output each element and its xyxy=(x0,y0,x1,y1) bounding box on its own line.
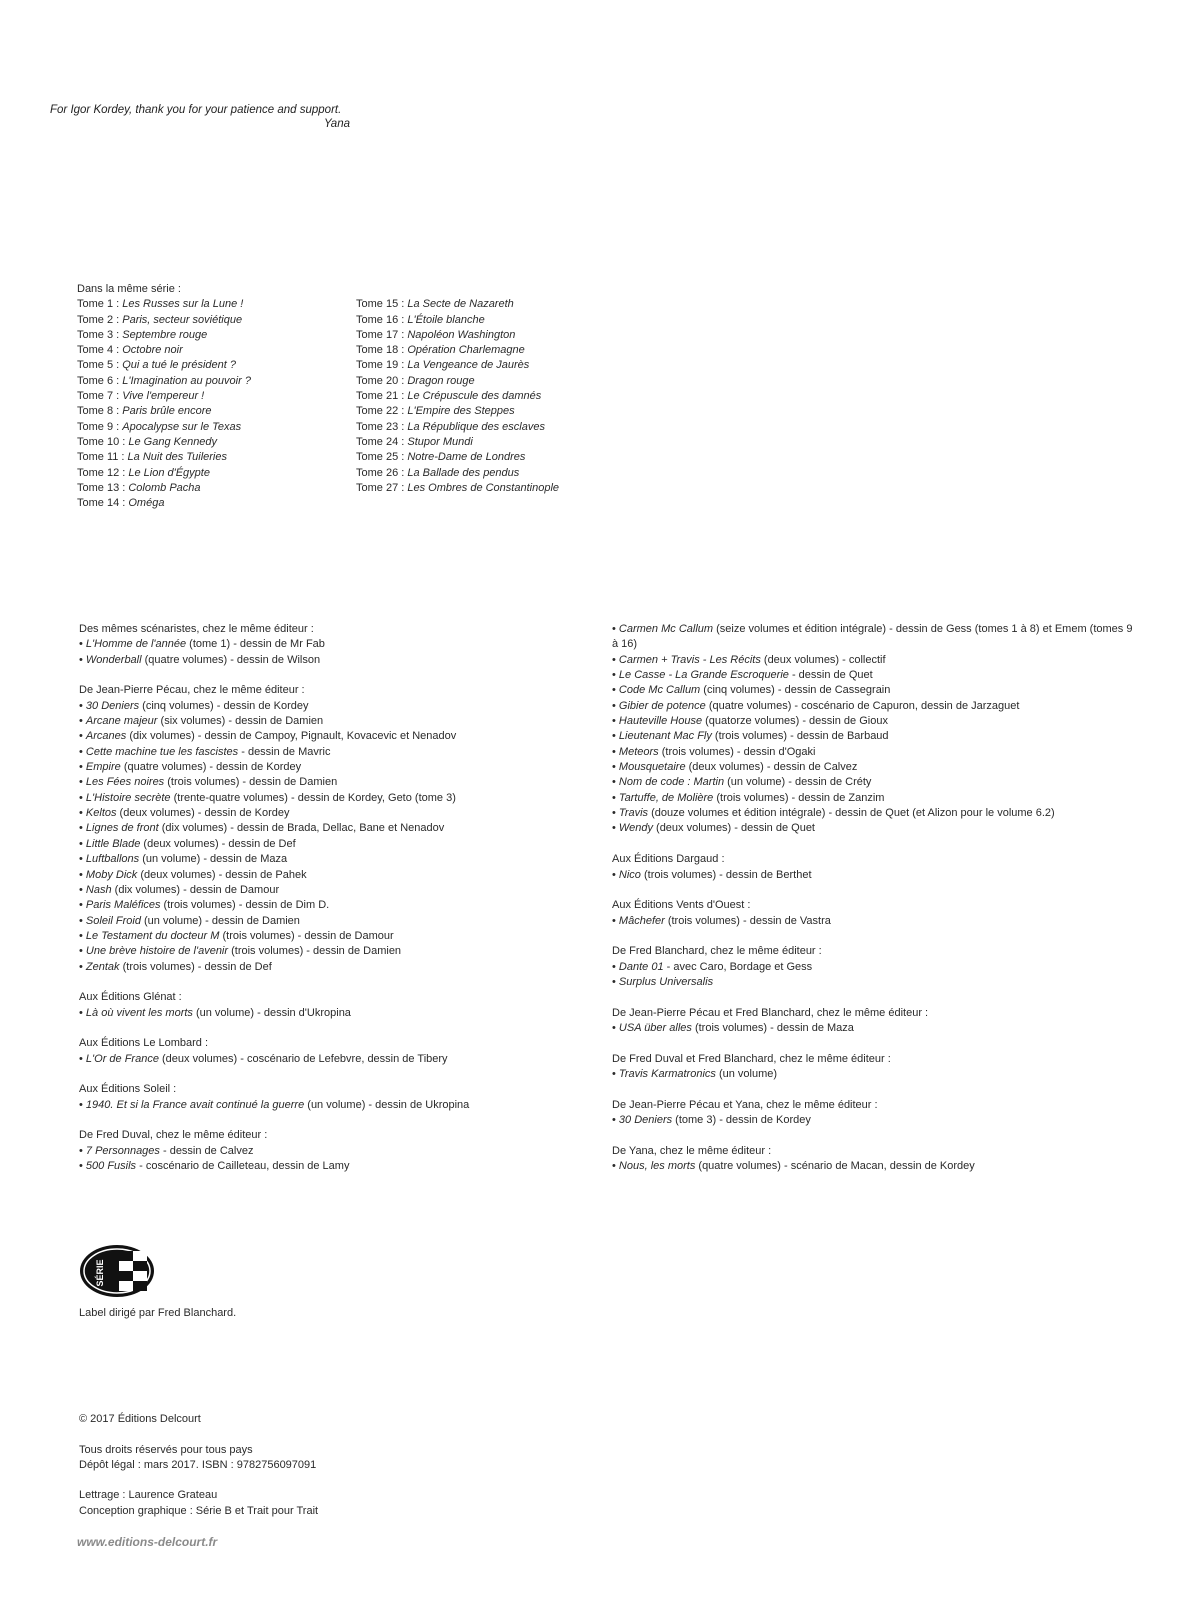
item-title: USA über alles xyxy=(618,1021,692,1034)
tome-title: La République des esclaves xyxy=(407,420,545,433)
bibliography-item: • Carmen + Travis - Les Récits (deux volumes) - collectif xyxy=(612,653,886,666)
group-heading: De Jean-Pierre Pécau, chez le même éditeur : xyxy=(79,684,305,697)
bibliography-item: • 30 Deniers (tome 3) - dessin de Kordey xyxy=(612,1114,811,1126)
tome-number: Tome 24 : xyxy=(356,435,408,448)
item-title: Hauteville House xyxy=(618,715,703,728)
tome-number: Tome 13 : xyxy=(77,481,129,494)
item-title: Cette machine tue les fascistes xyxy=(85,745,239,758)
item-title: Carmen + Travis - Les Récits xyxy=(618,653,761,666)
bibliography-item: • Tartuffe, de Molière (trois volumes) - dessin de Zanzim xyxy=(612,791,885,804)
tome-title: Septembre rouge xyxy=(122,328,208,341)
colophon xyxy=(79,1412,318,1519)
tome-number: Tome 22 : xyxy=(356,405,408,418)
item-title: Luftballons xyxy=(85,853,140,866)
series-tome xyxy=(77,328,347,343)
bibliography-item: • Lignes de front (dix volumes) - dessin de Brada, Dellac, Bane et Nenadov xyxy=(79,822,445,835)
item-details: (un volume) - dessin d'Ukropina xyxy=(192,1006,351,1019)
bibliography-group xyxy=(612,852,1137,883)
item-details: - coscénario de Cailleteau, dessin de Lamy xyxy=(136,1160,350,1173)
series-list xyxy=(77,282,560,510)
item-title: Wendy xyxy=(618,822,653,835)
bibliography-item: • Nous, les morts (quatre volumes) - scénario de Macan, dessin de Kordey xyxy=(612,1160,975,1173)
item-details: (trente-quatre volumes) - dessin de Kordey, Geto (tome 3) xyxy=(170,791,456,804)
bibliography-item: • Une brève histoire de l'avenir (trois volumes) - dessin de Damien xyxy=(79,945,402,958)
item-title: 30 Deniers xyxy=(85,699,140,712)
tome-number: Tome 18 : xyxy=(356,344,408,357)
bibliography-group xyxy=(79,1036,569,1067)
bibliography-item: • Nom de code : Martin (un volume) - dessin de Créty xyxy=(612,776,872,789)
tome-title: La Ballade des pendus xyxy=(407,466,520,479)
item-title: Tartuffe, de Molière xyxy=(618,791,714,804)
tome-title: Napoléon Washington xyxy=(407,328,516,341)
tome-number: Tome 10 : xyxy=(77,435,129,448)
tome-title: Stupor Mundi xyxy=(407,435,473,448)
tome-title: Paris brûle encore xyxy=(122,405,212,418)
tome-number: Tome 21 : xyxy=(356,390,408,403)
item-details: (dix volumes) - dessin de Brada, Dellac, Bane et Nenadov xyxy=(158,822,445,835)
item-title: Gibier de potence xyxy=(618,699,706,712)
group-heading: De Fred Blanchard, chez le même éditeur : xyxy=(612,945,822,958)
item-details: - dessin de Calvez xyxy=(159,1144,254,1157)
tome-title: La Vengeance de Jaurès xyxy=(407,359,530,372)
item-details: (trois volumes) - dessin de Damour xyxy=(219,929,394,942)
series-heading: Dans la même série : xyxy=(77,283,181,295)
bibliography-item: • L'Homme de l'année (tome 1) - dessin de Mr Fab xyxy=(79,638,325,651)
series-tome xyxy=(356,358,616,373)
item-title: Meteors xyxy=(618,745,659,758)
item-details: (deux volumes) - dessin de Def xyxy=(140,837,296,850)
tome-title: Les Ombres de Constantinople xyxy=(407,481,560,494)
series-tome xyxy=(356,343,616,358)
bibliography-item: • Moby Dick (deux volumes) - dessin de Pahek xyxy=(79,868,307,881)
tome-number: Tome 4 : xyxy=(77,344,123,357)
tome-number: Tome 3 : xyxy=(77,328,123,341)
bibliography-group xyxy=(79,1128,569,1174)
tome-number: Tome 9 : xyxy=(77,420,123,433)
tome-title: L'Empire des Steppes xyxy=(407,405,515,418)
tome-title: Le Crépuscule des damnés xyxy=(407,390,542,403)
series-tome xyxy=(77,481,347,496)
item-details: (un volume) - dessin de Créty xyxy=(724,776,872,789)
item-title: 30 Deniers xyxy=(618,1114,673,1126)
bibliography-item: • Dante 01 - avec Caro, Bordage et Gess xyxy=(612,960,813,973)
tome-number: Tome 11 : xyxy=(77,451,128,464)
bibliography-item: • Zentak (trois volumes) - dessin de Def xyxy=(79,960,272,973)
tome-title: Qui a tué le président ? xyxy=(122,359,236,372)
logo-serie-text: SÉRIE xyxy=(95,1259,105,1287)
item-details: (tome 3) - dessin de Kordey xyxy=(672,1114,811,1126)
tome-number: Tome 20 : xyxy=(356,374,408,387)
item-details: (deux volumes) - coscénario de Lefebvre, dessin de Tibery xyxy=(158,1052,448,1065)
tome-title: L'Imagination au pouvoir ? xyxy=(122,374,251,387)
series-tome xyxy=(356,420,616,435)
series-column-2 xyxy=(356,297,616,496)
item-details: (quatre volumes) - scénario de Macan, dessin de Kordey xyxy=(695,1160,975,1173)
item-details: (un volume) - dessin de Ukropina xyxy=(304,1098,470,1111)
item-title: Travis xyxy=(618,807,649,820)
item-details: (trois volumes) - dessin de Def xyxy=(119,960,272,973)
bibliography-item: • Gibier de potence (quatre volumes) - coscénario de Capuron, dessin de Jarzaguet xyxy=(612,699,1020,712)
item-details: (quatre volumes) - coscénario de Capuron, dessin de Jarzaguet xyxy=(705,699,1020,712)
tome-title: Le Lion d'Égypte xyxy=(128,466,210,479)
item-details: (cinq volumes) - dessin de Kordey xyxy=(139,699,309,712)
item-title: Travis Karmatronics xyxy=(618,1067,716,1080)
bibliography-group xyxy=(612,1144,1137,1175)
series-tome xyxy=(356,328,616,343)
bibliography-group xyxy=(612,1052,1137,1083)
bibliography-item: • Travis Karmatronics (un volume) xyxy=(612,1067,778,1080)
group-heading: De Yana, chez le même éditeur : xyxy=(612,1144,772,1157)
tome-title: Colomb Pacha xyxy=(128,481,201,494)
item-title: 500 Fusils xyxy=(85,1160,137,1173)
series-tome xyxy=(356,313,616,328)
item-title: Mâchefer xyxy=(618,914,665,927)
group-heading: Des mêmes scénaristes, chez le même éditeur : xyxy=(79,623,314,635)
item-title: Paris Maléfices xyxy=(85,899,161,912)
item-title: L'Homme de l'année xyxy=(85,638,187,651)
series-tome xyxy=(356,466,616,481)
tome-number: Tome 6 : xyxy=(77,374,123,387)
series-tome xyxy=(77,343,347,358)
series-tome xyxy=(77,420,347,435)
item-title: Une brève histoire de l'avenir xyxy=(85,945,229,958)
tome-number: Tome 25 : xyxy=(356,451,408,464)
item-title: 1940. Et si la France avait continué la guerre xyxy=(85,1098,305,1111)
bibliography-item: • L'Or de France (deux volumes) - coscénario de Lefebvre, dessin de Tibery xyxy=(79,1052,448,1065)
item-title: Wonderball xyxy=(85,653,142,666)
item-details: (un volume) - dessin de Maza xyxy=(139,853,288,866)
series-tome xyxy=(77,358,347,373)
tome-title: La Secte de Nazareth xyxy=(407,298,514,311)
group-heading: De Fred Duval, chez le même éditeur : xyxy=(79,1129,268,1142)
tome-title: Paris, secteur soviétique xyxy=(122,313,243,326)
bibliography-item: • 500 Fusils - coscénario de Cailleteau, dessin de Lamy xyxy=(79,1160,350,1173)
series-tome xyxy=(77,466,347,481)
series-tome xyxy=(356,297,616,312)
item-details: (deux volumes) - dessin de Quet xyxy=(652,822,815,835)
item-title: Mousquetaire xyxy=(618,761,686,774)
bibliography-group xyxy=(612,944,1137,990)
series-tome xyxy=(77,496,347,511)
bibliography-item: • 1940. Et si la France avait continué la guerre (un volume) - dessin de Ukropina xyxy=(79,1098,470,1111)
item-title: Moby Dick xyxy=(85,868,138,881)
series-tome xyxy=(77,404,347,419)
item-title: L'Or de France xyxy=(85,1052,159,1065)
tome-title: Opération Charlemagne xyxy=(407,344,525,357)
item-details: (deux volumes) - collectif xyxy=(760,653,886,666)
item-details: (trois volumes) - dessin de Zanzim xyxy=(713,791,885,804)
group-heading: De Jean-Pierre Pécau et Fred Blanchard, chez le même éditeur : xyxy=(612,1006,929,1019)
bibliography-item: • Mâchefer (trois volumes) - dessin de Vastra xyxy=(612,914,831,927)
series-tome xyxy=(77,435,347,450)
bibliography-item: • Les Fées noires (trois volumes) - dessin de Damien xyxy=(79,776,338,789)
bibliography-item: • Lieutenant Mac Fly (trois volumes) - dessin de Barbaud xyxy=(612,730,889,743)
series-tome xyxy=(356,450,616,465)
item-details: (quatorze volumes) - dessin de Gioux xyxy=(702,715,888,728)
tome-title: La Nuit des Tuileries xyxy=(127,451,227,464)
website-link[interactable]: www.editions-delcourt.fr xyxy=(77,1535,218,1549)
tome-title: Vive l'empereur ! xyxy=(122,390,205,403)
item-details: (dix volumes) - dessin de Campoy, Pignault, Kovacevic et Nenadov xyxy=(126,730,457,743)
item-title: Empire xyxy=(85,761,121,774)
item-title: L'Histoire secrète xyxy=(85,791,171,804)
bibliography-group xyxy=(612,1098,1137,1129)
bibliography-item: • Wendy (deux volumes) - dessin de Quet xyxy=(612,822,815,835)
tome-title: Dragon rouge xyxy=(407,374,475,387)
bibliography-group xyxy=(79,990,569,1021)
item-details: - avec Caro, Bordage et Gess xyxy=(663,960,813,973)
item-details: (six volumes) - dessin de Damien xyxy=(157,715,324,728)
dedication xyxy=(50,103,360,131)
dedication-signature: Yana xyxy=(323,118,350,130)
item-details: (seize volumes et édition intégrale) - dessin de Gess (tomes 1 à 8) et Emem (tomes 9 à 16) xyxy=(612,623,1133,651)
bibliography-item: • Carmen Mc Callum (seize volumes et édition intégrale) - dessin de Gess (tomes 1 à 8) et Emem (tomes 9 à 16) xyxy=(612,623,1133,651)
series-tome xyxy=(356,481,616,496)
bibliography-group xyxy=(612,898,1137,929)
item-details: (trois volumes) - dessin de Maza xyxy=(691,1021,854,1034)
bibliography-item: • Wonderball (quatre volumes) - dessin de Wilson xyxy=(79,653,321,666)
tome-title: Octobre noir xyxy=(122,344,183,357)
item-title: Nash xyxy=(85,883,112,896)
tome-number: Tome 15 : xyxy=(356,298,408,311)
item-title: Nico xyxy=(618,868,641,881)
item-title: Arcanes xyxy=(85,730,127,743)
bibliography-item: • Arcanes (dix volumes) - dessin de Campoy, Pignault, Kovacevic et Nenadov xyxy=(79,730,457,743)
bibliography-item: • Là où vivent les morts (un volume) - dessin d'Ukropina xyxy=(79,1006,351,1019)
item-title: Code Mc Callum xyxy=(618,684,701,697)
item-title: Surplus Universalis xyxy=(618,975,714,988)
series-tome xyxy=(356,389,616,404)
bibliography-item: • Paris Maléfices (trois volumes) - dessin de Dim D. xyxy=(79,899,330,912)
bibliography-item: • Travis (douze volumes et édition intégrale) - dessin de Quet (et Alizon pour le volume 6.2) xyxy=(612,807,1055,820)
rights-line: Tous droits réservés pour tous pays xyxy=(79,1443,253,1456)
bibliography-item: • 7 Personnages - dessin de Calvez xyxy=(79,1144,254,1157)
serie-b-logo xyxy=(78,1243,156,1299)
tome-number: Tome 27 : xyxy=(356,481,408,494)
item-title: Soleil Froid xyxy=(85,914,141,927)
item-details: (un volume) - dessin de Damien xyxy=(140,914,300,927)
bibliography-item: • Soleil Froid (un volume) - dessin de Damien xyxy=(79,914,300,927)
conception-line: Conception graphique : Série B et Trait pour Trait xyxy=(79,1504,319,1517)
tome-number: Tome 7 : xyxy=(77,390,123,403)
bibliography-item: • Surplus Universalis xyxy=(612,975,714,988)
tome-number: Tome 2 : xyxy=(77,313,123,326)
item-details: (douze volumes et édition intégrale) - dessin de Quet (et Alizon pour le volume 6.2) xyxy=(648,807,1055,820)
bibliography-group xyxy=(79,622,569,668)
tome-title: Les Russes sur la Lune ! xyxy=(122,298,244,311)
series-tome xyxy=(77,389,347,404)
label-line: Label dirigé par Fred Blanchard. xyxy=(79,1307,237,1319)
item-title: Zentak xyxy=(85,960,120,973)
tome-number: Tome 1 : xyxy=(77,298,123,311)
item-title: Lignes de front xyxy=(85,822,159,835)
tome-number: Tome 23 : xyxy=(356,420,408,433)
bibliography-item: • Little Blade (deux volumes) - dessin de Def xyxy=(79,837,296,850)
bibliography-item: • Keltos (deux volumes) - dessin de Kordey xyxy=(79,807,290,820)
group-heading: De Fred Duval et Fred Blanchard, chez le même éditeur : xyxy=(612,1052,891,1065)
item-details: (quatre volumes) - dessin de Wilson xyxy=(141,653,321,666)
tome-number: Tome 8 : xyxy=(77,405,123,418)
tome-number: Tome 14 : xyxy=(77,497,129,510)
group-heading: Aux Éditions Soleil : xyxy=(79,1083,177,1096)
item-title: Little Blade xyxy=(85,837,141,850)
item-details: (trois volumes) - dessin de Dim D. xyxy=(160,899,330,912)
item-details: (trois volumes) - dessin de Vastra xyxy=(664,914,831,927)
bibliography-group xyxy=(612,622,1137,837)
item-details: - dessin de Mavric xyxy=(238,745,331,758)
item-title: Nous, les morts xyxy=(618,1160,696,1173)
serie-b-logo-icon xyxy=(78,1243,156,1299)
tome-number: Tome 12 : xyxy=(77,466,129,479)
series-tome xyxy=(356,374,616,389)
series-tome xyxy=(356,404,616,419)
bibliography-group xyxy=(79,683,569,975)
group-heading: Aux Éditions Vents d'Ouest : xyxy=(612,899,751,912)
tome-title: Notre-Dame de Londres xyxy=(407,451,526,464)
tome-title: Le Gang Kennedy xyxy=(128,435,218,448)
bibliography-right xyxy=(612,622,1137,1190)
series-tome xyxy=(77,313,347,328)
item-details: (un volume) xyxy=(715,1067,778,1080)
lettrage-line: Lettrage : Laurence Grateau xyxy=(79,1489,218,1502)
group-heading: Aux Éditions Dargaud : xyxy=(612,853,725,866)
bibliography-item: • Empire (quatre volumes) - dessin de Kordey xyxy=(79,761,302,774)
item-title: Nom de code : Martin xyxy=(618,776,725,789)
item-details: (deux volumes) - dessin de Pahek xyxy=(137,868,307,881)
tome-title: Apocalypse sur le Texas xyxy=(122,420,242,433)
series-tome xyxy=(77,297,347,312)
item-title: Le Testament du docteur M xyxy=(85,929,220,942)
bibliography-item: • Le Testament du docteur M (trois volumes) - dessin de Damour xyxy=(79,929,394,942)
item-title: Lieutenant Mac Fly xyxy=(618,730,712,743)
bibliography-item: • USA über alles (trois volumes) - dessin de Maza xyxy=(612,1021,854,1034)
bibliography-group xyxy=(79,1082,569,1113)
tome-number: Tome 5 : xyxy=(77,359,123,372)
item-title: Carmen Mc Callum xyxy=(618,623,714,635)
tome-number: Tome 26 : xyxy=(356,466,408,479)
bibliography-item: • Meteors (trois volumes) - dessin d'Ogaki xyxy=(612,745,816,758)
bibliography-item: • Code Mc Callum (cinq volumes) - dessin de Cassegrain xyxy=(612,684,891,697)
bibliography-item: • Nico (trois volumes) - dessin de Berthet xyxy=(612,868,812,881)
bibliography-left xyxy=(79,622,569,1190)
item-title: Dante 01 xyxy=(618,960,664,973)
bibliography-item: • Nash (dix volumes) - dessin de Damour xyxy=(79,883,280,896)
tome-title: Oméga xyxy=(128,497,165,510)
item-title: 7 Personnages xyxy=(85,1144,160,1157)
copyright-line: © 2017 Éditions Delcourt xyxy=(79,1413,201,1425)
dedication-line: For Igor Kordey, thank you for your patience and support. xyxy=(50,104,342,116)
group-heading: Aux Éditions Glénat : xyxy=(79,991,182,1004)
bibliography-item: • Mousquetaire (deux volumes) - dessin de Calvez xyxy=(612,761,858,774)
item-title: Là où vivent les morts xyxy=(85,1006,193,1019)
group-heading: De Jean-Pierre Pécau et Yana, chez le même éditeur : xyxy=(612,1098,878,1111)
bibliography-item: • L'Histoire secrète (trente-quatre volumes) - dessin de Kordey, Geto (tome 3) xyxy=(79,791,456,804)
bibliography-item: • Le Casse - La Grande Escroquerie - dessin de Quet xyxy=(612,669,873,682)
bibliography-item: • 30 Deniers (cinq volumes) - dessin de Kordey xyxy=(79,699,309,712)
bibliography-item: • Cette machine tue les fascistes - dessin de Mavric xyxy=(79,745,331,758)
item-details: (trois volumes) - dessin de Damien xyxy=(228,945,402,958)
item-title: Les Fées noires xyxy=(85,776,165,789)
series-tome xyxy=(77,450,347,465)
item-details: (deux volumes) - dessin de Calvez xyxy=(685,761,858,774)
tome-number: Tome 16 : xyxy=(356,313,408,326)
tome-title: L'Étoile blanche xyxy=(407,313,485,326)
item-details: - dessin de Quet xyxy=(788,669,873,682)
item-details: (cinq volumes) - dessin de Cassegrain xyxy=(700,684,891,697)
item-details: (tome 1) - dessin de Mr Fab xyxy=(186,638,325,651)
item-title: Arcane majeur xyxy=(85,715,158,728)
series-tome xyxy=(356,435,616,450)
bibliography-group xyxy=(612,1006,1137,1037)
item-details: (trois volumes) - dessin de Barbaud xyxy=(711,730,889,743)
bibliography-item: • Luftballons (un volume) - dessin de Maza xyxy=(79,853,288,866)
series-column-1 xyxy=(77,297,347,511)
bibliography-item: • Arcane majeur (six volumes) - dessin de Damien xyxy=(79,715,324,728)
item-details: (quatre volumes) - dessin de Kordey xyxy=(120,761,302,774)
bibliography-item: • Hauteville House (quatorze volumes) - dessin de Gioux xyxy=(612,715,888,728)
item-details: (deux volumes) - dessin de Kordey xyxy=(116,807,290,820)
item-title: Le Casse - La Grande Escroquerie xyxy=(618,669,789,682)
item-details: (trois volumes) - dessin de Berthet xyxy=(640,868,812,881)
depot-line: Dépôt légal : mars 2017. ISBN : 9782756097091 xyxy=(79,1458,317,1471)
item-title: Keltos xyxy=(85,807,117,820)
group-heading: Aux Éditions Le Lombard : xyxy=(79,1037,209,1050)
tome-number: Tome 17 : xyxy=(356,328,408,341)
tome-number: Tome 19 : xyxy=(356,359,408,372)
series-tome xyxy=(77,374,347,389)
item-details: (dix volumes) - dessin de Damour xyxy=(111,883,280,896)
item-details: (trois volumes) - dessin d'Ogaki xyxy=(658,745,816,758)
item-details: (trois volumes) - dessin de Damien xyxy=(164,776,338,789)
